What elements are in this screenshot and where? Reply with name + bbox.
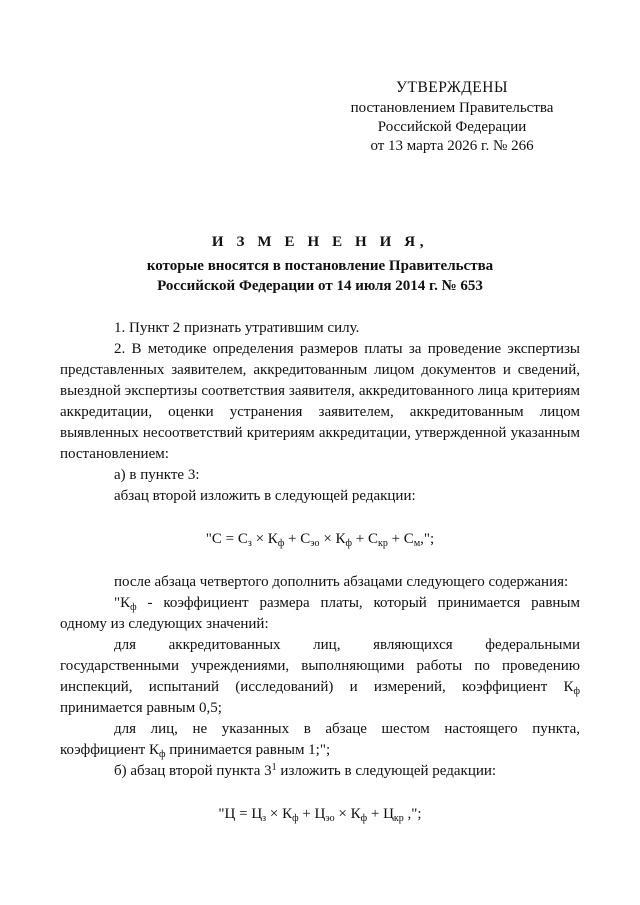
formula-cost-part: + С — [284, 531, 311, 547]
paragraph-9-superscript: 1 — [271, 762, 277, 773]
paragraph-7-part: для аккредитованных лиц, являющихся федеральными государственными учреждениями, выполняющими работы по проведению инспекций, испытаний (исследований) и измерений, коэффициент К — [60, 637, 580, 695]
formula-price-subscript: эо — [325, 813, 335, 824]
formula-price — [60, 804, 580, 825]
formula-cost-part: + С — [387, 531, 414, 547]
formula-price-part: + Ц — [367, 806, 394, 822]
formula-cost-part: "С = С — [205, 531, 248, 547]
paragraph-7-subscript: ф — [573, 686, 580, 697]
paragraph-8 — [60, 719, 580, 761]
formula-cost-subscript: з — [247, 538, 252, 549]
formula-price-part: × К — [334, 806, 361, 822]
document-body — [60, 318, 580, 825]
formula-cost-part: × К — [319, 531, 346, 547]
formula-cost-subscript: эо — [310, 538, 320, 549]
approval-line-3: от 13 марта 2026 г. № 266 — [370, 138, 534, 154]
formula-cost-subscript: кр — [377, 538, 388, 549]
paragraph-2: 2. В методике определения размеров платы за проведение экспертизы представленных заявителем, аккредитованным лицом документов и сведений, выездной экспертизы соответствия заявителя, аккредитованного лица критериям аккредитации, оценки устранения заявителем, аккредитованным лицом выявленных несоответствий критериям аккредитации, утвержденной указанным постановлением: — [60, 341, 580, 462]
approval-line-2: Российской Федерации — [377, 119, 527, 135]
paragraph-9-part: б) абзац второй пункта 3 — [114, 763, 272, 779]
heading-line-2: Российской Федерации от 14 июля 2014 г. № 653 — [157, 278, 483, 294]
formula-price-subscript: ф — [360, 813, 368, 824]
paragraph-9-part: изложить в следующей редакции: — [276, 763, 497, 779]
heading-title: И З М Е Н Е Н И Я, — [211, 234, 429, 250]
formula-price-subscript: кр — [393, 813, 404, 824]
paragraph-4: абзац второй изложить в следующей редакции: — [114, 488, 416, 504]
paragraph-7-part: принимается равным 0,5; — [60, 700, 222, 716]
heading-line-1: которые вносятся в постановление Правительства — [146, 258, 494, 274]
formula-cost-part: + С — [352, 531, 378, 547]
paragraph-8-part: принимается равным 1;"; — [165, 742, 331, 758]
approval-stamp — [330, 78, 574, 156]
formula-price-part: ,"; — [403, 806, 422, 822]
formula-cost-subscript: ф — [277, 538, 285, 549]
paragraph-1: 1. Пункт 2 признать утратившим силу. — [114, 320, 360, 336]
formula-price-part: "Ц = Ц — [218, 806, 263, 822]
paragraph-9 — [60, 761, 580, 782]
paragraph-8-subscript: ф — [159, 749, 166, 760]
paragraph-6-part: - коэффициент размера платы, который принимается равным одному из следующих значений: — [60, 595, 580, 632]
approval-line-1: постановлением Правительства — [350, 100, 554, 116]
formula-cost-part: × К — [251, 531, 278, 547]
approval-title: УТВЕРЖДЕНЫ — [396, 79, 508, 96]
paragraph-5: после абзаца четвертого дополнить абзацами следующего содержания: — [114, 574, 569, 590]
paragraph-6-subscript: ф — [130, 602, 137, 613]
formula-cost — [60, 529, 580, 550]
paragraph-7 — [60, 635, 580, 719]
paragraph-8-part: для лиц, не указанных в абзаце шестом настоящего пункта, коэффициент К — [60, 721, 580, 758]
paragraph-6 — [60, 593, 580, 635]
document-heading — [60, 232, 580, 296]
formula-price-part: + Ц — [298, 806, 326, 822]
formula-price-subscript: ф — [292, 813, 299, 824]
formula-cost-subscript: ф — [345, 538, 353, 549]
paragraph-6-part: "К — [114, 595, 131, 611]
formula-price-part: × К — [266, 806, 293, 822]
formula-cost-part: ,"; — [420, 531, 435, 547]
formula-cost-subscript: м — [413, 538, 421, 549]
paragraph-3: а) в пункте 3: — [114, 467, 200, 483]
formula-price-subscript: з — [262, 813, 267, 824]
